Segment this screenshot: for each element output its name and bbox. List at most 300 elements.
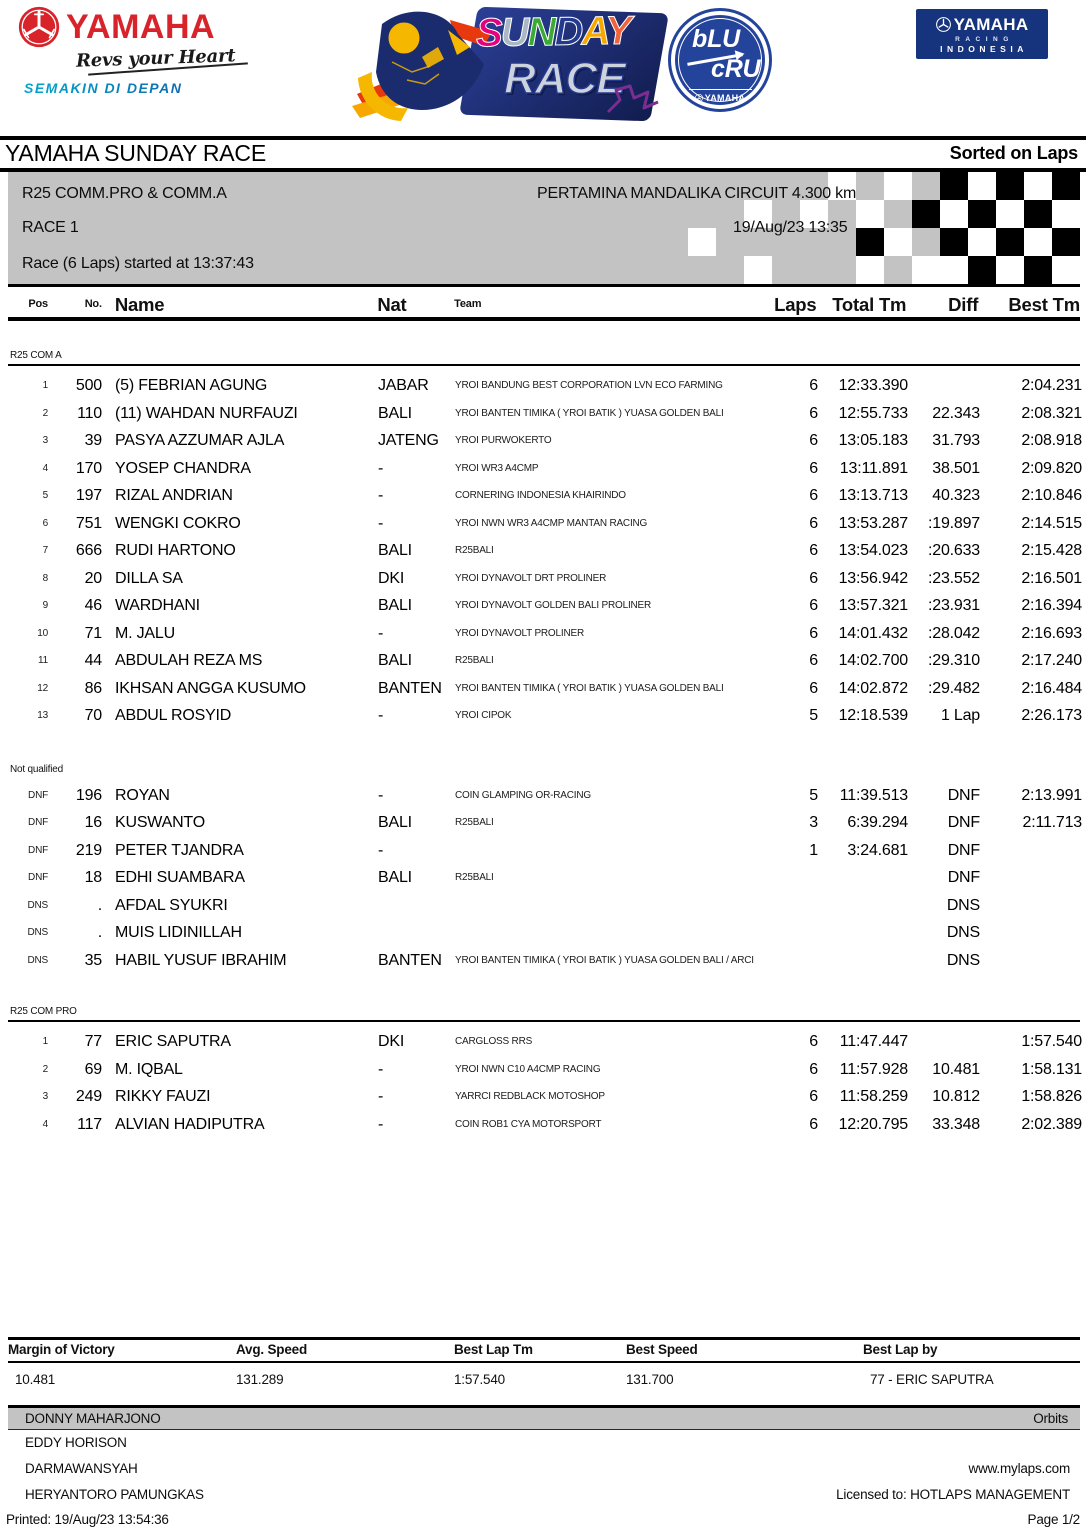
footer-row [8, 1430, 1080, 1456]
cell-laps: 6 [809, 652, 818, 669]
cell-diff: 31.793 [932, 432, 980, 449]
cell-name: WARDHANI [115, 597, 200, 614]
cell-diff: :29.310 [928, 652, 980, 669]
sunday-letter: A [580, 9, 606, 54]
cell-total [818, 864, 908, 892]
cell-pos: 2 [42, 1063, 48, 1075]
yamaha-wordmark-row [18, 6, 258, 48]
cell-no: 77 [84, 1033, 102, 1050]
printed-timestamp: Printed: 19/Aug/23 13:54:36 [6, 1512, 169, 1527]
cell-diff: 10.812 [932, 1088, 980, 1105]
cell-name: RIZAL ANDRIAN [115, 487, 233, 504]
table-row [8, 372, 1086, 400]
official-name: HERYANTORO PAMUNGKAS [25, 1487, 204, 1502]
flag-cell [1024, 228, 1052, 256]
cell-pos: DNS [27, 954, 48, 966]
cell-nat: JABAR [378, 377, 429, 394]
yri-racing-text: RACING [955, 35, 1014, 43]
cell-best: 2:15.428 [1021, 542, 1082, 559]
table-row [8, 782, 1086, 810]
cell-diff: :29.482 [928, 679, 980, 697]
cell-total: 12:20.795 [838, 1115, 908, 1133]
cell-no: 117 [77, 1115, 102, 1133]
flag-cell [772, 256, 800, 284]
flag-cell [688, 228, 716, 256]
blu-cru-badge [668, 8, 772, 112]
table-row [8, 1056, 1086, 1084]
cell-no: 196 [75, 786, 102, 804]
cell-nat: - [378, 487, 384, 504]
cell-total: 11:58.259 [839, 1088, 908, 1105]
flag-cell [688, 256, 716, 284]
footer-right-text: Licensed to: HOTLAPS MANAGEMENT [836, 1487, 1070, 1502]
semakin-di-depan-tagline: SEMAKIN DI DEPAN [24, 80, 258, 96]
header-best: Best Tm [1008, 294, 1080, 315]
cell-laps: 6 [809, 1115, 818, 1133]
cell-no: 20 [84, 569, 102, 587]
flag-cell [996, 172, 1024, 200]
cell-team: YROI DYNAVOLT PROLINER [455, 627, 584, 639]
cell-pos: 5 [42, 490, 48, 501]
cell-nat: - [378, 459, 384, 477]
blu-cru-divider [689, 89, 752, 90]
official-name: EDDY HORISON [25, 1435, 127, 1450]
cell-best [980, 947, 1082, 975]
cell-best: 1:58.131 [1021, 1060, 1082, 1078]
tuning-fork-icon-white [936, 17, 951, 32]
officials-footer [8, 1405, 1080, 1508]
cell-no: 70 [84, 707, 102, 724]
cru-text: cRU [711, 55, 761, 83]
cell-diff: :28.042 [928, 624, 980, 642]
stat-label: Best Lap by [863, 1342, 938, 1357]
cell-pos: 7 [42, 545, 48, 556]
table-row [8, 400, 1086, 428]
title-bar [5, 140, 1078, 167]
header-name: Name [114, 294, 165, 315]
flag-cell [996, 256, 1024, 284]
cell-pos: 13 [37, 710, 48, 721]
cell-name: ALVIAN HADIPUTRA [115, 1115, 265, 1133]
cell-team: COIN GLAMPING OR-RACING [455, 789, 591, 801]
table-row [8, 702, 1086, 730]
cell-nat: - [378, 514, 384, 532]
cell-best [980, 837, 1082, 865]
cell-laps: 5 [809, 707, 818, 724]
cell-team: YROI DYNAVOLT GOLDEN BALI PROLINER [455, 600, 652, 611]
printed-row [6, 1510, 1080, 1530]
cell-best: 1:57.540 [1021, 1033, 1082, 1050]
table-row [8, 1083, 1086, 1111]
cell-total [818, 919, 908, 947]
cell-laps: 6 [809, 432, 818, 449]
cell-team [448, 892, 740, 920]
flag-cell [968, 228, 996, 256]
stat-label: Best Speed [626, 1342, 698, 1357]
cell-no: 197 [75, 487, 102, 504]
stat-value: 1:57.540 [454, 1372, 505, 1387]
table-row [8, 1111, 1086, 1139]
cell-no: 170 [75, 459, 102, 477]
flag-cell [968, 172, 996, 200]
blu-cru-yamaha-text: YAMAHA [704, 93, 746, 103]
cell-total: 12:55.733 [838, 404, 908, 422]
header-diff: Diff [948, 294, 979, 315]
cell-nat: BANTEN [378, 679, 442, 697]
flag-cell [688, 200, 716, 228]
info-box-rule-bottom [8, 284, 1080, 287]
result-section [0, 1004, 1086, 1138]
cell-no: 35 [84, 951, 102, 969]
cell-laps [740, 892, 818, 920]
flag-cell [856, 256, 884, 284]
cell-diff: 1 Lap [940, 707, 980, 724]
cell-total: 13:13.713 [838, 487, 908, 504]
cell-total: 14:02.872 [838, 679, 908, 697]
flag-cell [884, 228, 912, 256]
cell-nat: DKI [378, 569, 405, 587]
yri-indonesia-text: INDONESIA [940, 43, 1028, 54]
section-label: R25 COM A [10, 350, 62, 361]
flag-cell [856, 228, 884, 256]
cell-laps: 6 [809, 1088, 818, 1105]
header-pos: Pos [28, 298, 48, 310]
event-circuit: PERTAMINA MANDALIKA CIRCUIT 4.300 km [537, 185, 857, 202]
cell-no: . [97, 896, 102, 914]
cell-total: 13:57.321 [838, 597, 908, 614]
flag-cell [940, 200, 968, 228]
cell-no: 666 [75, 542, 102, 559]
cell-diff: 22.343 [932, 404, 980, 422]
sunday-letter: N [527, 9, 555, 55]
flag-cell [940, 256, 968, 284]
yamaha-logo-left [18, 6, 258, 96]
cell-total: 11:57.928 [839, 1060, 908, 1078]
cell-laps: 6 [809, 1033, 818, 1050]
table-row [8, 510, 1086, 538]
cell-no: 500 [75, 377, 102, 394]
flag-cell [856, 172, 884, 200]
event-class: R25 COMM.PRO & COMM.A [22, 185, 227, 202]
tuning-fork-icon-small [695, 94, 703, 102]
footer-gray-bar [8, 1408, 1080, 1430]
cell-team: YARRCI REDBLACK MOTOSHOP [455, 1091, 605, 1102]
cell-pos: 6 [42, 517, 48, 529]
cell-total: 12:18.539 [838, 707, 908, 724]
cell-laps: 6 [809, 624, 818, 642]
cell-team: YROI BANTEN TIMIKA ( YROI BATIK ) YUASA GOLDEN BALI / ARCI [455, 954, 754, 966]
cell-best: 2:08.918 [1021, 432, 1082, 449]
table-row [8, 482, 1086, 510]
sunday-word [476, 9, 631, 57]
cell-diff: DNF [947, 869, 980, 886]
cell-laps: 6 [809, 514, 818, 532]
result-section [0, 762, 1086, 975]
blu-text: bLU [692, 25, 740, 53]
cell-diff: 10.481 [932, 1060, 980, 1078]
cell-best [980, 892, 1082, 920]
cell-nat: - [378, 786, 384, 804]
cell-name: ERIC SAPUTRA [115, 1033, 231, 1050]
cell-no: 69 [84, 1060, 102, 1078]
cell-diff: :19.897 [928, 514, 980, 532]
cell-name: IKHSAN ANGGA KUSUMO [115, 679, 306, 697]
table-row [8, 455, 1086, 483]
cell-best: 2:16.484 [1021, 679, 1082, 697]
cell-pos: 2 [42, 407, 48, 419]
cell-pos: 4 [42, 462, 48, 474]
event-datetime: 19/Aug/23 13:35 [733, 219, 848, 236]
flag-cell [940, 172, 968, 200]
cell-best: 1:58.826 [1021, 1088, 1082, 1105]
cell-laps: 6 [809, 679, 818, 697]
cell-diff: DNF [947, 814, 980, 831]
cell-diff [908, 372, 980, 400]
cell-best: 2:16.394 [1021, 597, 1082, 614]
yamaha-tuning-fork-icon [18, 6, 60, 48]
blu-cru-disc [675, 15, 765, 105]
cell-name: ABDULAH REZA MS [115, 652, 263, 669]
cell-name: M. JALU [115, 624, 175, 642]
flag-cell [996, 228, 1024, 256]
cell-name: RIKKY FAUZI [115, 1088, 211, 1105]
cell-team: YROI BANTEN TIMIKA ( YROI BATIK ) YUASA GOLDEN BALI [455, 407, 724, 419]
cell-laps: 5 [809, 786, 818, 804]
cell-best [980, 919, 1082, 947]
cell-name: (11) WAHDAN NURFAUZI [115, 404, 298, 422]
stat-value: 131.700 [626, 1372, 674, 1387]
cell-best: 2:26.173 [1021, 707, 1082, 724]
sorted-on-label: Sorted on Laps [949, 143, 1078, 163]
event-start-info: Race (6 Laps) started at 13:37:43 [22, 255, 254, 272]
cell-no: 219 [75, 841, 102, 859]
flag-cell [912, 228, 940, 256]
cell-no: 751 [75, 514, 102, 532]
cell-best: 2:02.389 [1021, 1115, 1082, 1133]
flag-cell [1052, 256, 1080, 284]
footer-row [8, 1456, 1080, 1482]
cell-nat: BALI [378, 869, 412, 886]
cell-laps [740, 947, 818, 975]
cell-diff: 40.323 [932, 487, 980, 504]
cell-pos: 1 [42, 380, 48, 391]
footer-row [8, 1482, 1080, 1508]
cell-team: R25BALI [455, 817, 494, 828]
cell-laps: 6 [809, 459, 818, 477]
cell-team: R25BALI [455, 872, 494, 883]
cell-team [448, 919, 740, 947]
cell-pos: DNF [28, 844, 48, 856]
cell-name: EDHI SUAMBARA [115, 869, 245, 886]
sunday-race-logo [352, 2, 666, 128]
cell-pos: DNF [28, 789, 48, 801]
cell-team: COIN ROB1 CYA MOTORSPORT [455, 1118, 602, 1130]
cell-no: 46 [84, 597, 102, 614]
flag-cell [940, 228, 968, 256]
cell-laps: 6 [809, 597, 818, 614]
stat-label: Margin of Victory [8, 1342, 115, 1357]
header-laps: Laps [774, 294, 817, 315]
footer-rows [8, 1430, 1080, 1508]
cell-nat: BALI [378, 814, 412, 831]
header-total: Total Tm [832, 294, 907, 315]
cell-diff: DNF [947, 841, 980, 859]
cell-name: M. IQBAL [115, 1060, 183, 1078]
cell-nat: - [378, 841, 384, 859]
cell-total: 14:02.700 [838, 652, 908, 669]
cell-nat: JATENG [378, 432, 439, 449]
flag-cell [1052, 172, 1080, 200]
stat-value: 10.481 [15, 1372, 56, 1387]
cell-team [448, 837, 740, 865]
table-row [8, 592, 1086, 620]
track-map-squiggle-icon [604, 72, 664, 120]
header-team: Team [454, 298, 482, 310]
cell-nat: - [378, 624, 384, 642]
table-row [8, 620, 1086, 648]
cell-total: 12:33.390 [838, 377, 908, 394]
cell-best: 2:08.321 [1021, 404, 1082, 422]
result-section [0, 348, 1086, 730]
page-title: YAMAHA SUNDAY RACE [5, 140, 266, 166]
flag-cell [1024, 172, 1052, 200]
section-rows [0, 366, 1086, 730]
cell-best: 2:09.820 [1021, 459, 1082, 477]
yri-brand-row [936, 15, 1029, 35]
cell-name: ABDUL ROSYID [115, 707, 232, 724]
cell-laps: 6 [809, 542, 818, 559]
cell-team: R25BALI [455, 655, 494, 666]
flag-cell [968, 200, 996, 228]
cell-name: (5) FEBRIAN AGUNG [115, 377, 268, 394]
cell-team: CARGLOSS RRS [455, 1036, 533, 1047]
revs-your-heart-script: Revs your Heart [75, 45, 236, 72]
cell-nat: - [378, 1060, 384, 1078]
cell-name: HABIL YUSUF IBRAHIM [115, 951, 287, 969]
orbits-label: Orbits [1033, 1411, 1068, 1426]
cell-nat: BALI [378, 652, 412, 669]
cell-nat: - [378, 1088, 384, 1105]
table-header-row [8, 292, 1080, 321]
cell-best [980, 864, 1082, 892]
cell-team: YROI BANDUNG BEST CORPORATION LVN ECO FARMING [455, 380, 723, 391]
cell-diff: DNS [946, 951, 980, 969]
footer-right-text: www.mylaps.com [968, 1461, 1070, 1476]
cell-diff: DNS [946, 896, 980, 914]
cell-no: 249 [75, 1088, 102, 1105]
cell-no: 44 [84, 652, 102, 669]
section-rows [0, 778, 1086, 975]
cell-total [818, 947, 908, 975]
header-no: No. [84, 298, 102, 310]
sunday-letter: S [475, 10, 502, 56]
race-word: RACE [504, 54, 625, 103]
flag-cell [884, 200, 912, 228]
cell-nat: DKI [378, 1033, 405, 1050]
cell-total: 13:11.891 [839, 459, 908, 477]
cell-diff: DNF [947, 786, 980, 804]
cell-laps: 6 [809, 1060, 818, 1078]
cell-laps: 1 [809, 841, 818, 859]
cell-best: 2:04.231 [1021, 377, 1082, 394]
cell-total: 13:54.023 [838, 542, 908, 559]
sunday-letter: Y [604, 8, 631, 54]
cell-nat: BALI [378, 597, 412, 614]
table-row [8, 809, 1086, 837]
cell-total: 11:47.447 [839, 1033, 908, 1050]
stat-label: Avg. Speed [236, 1342, 308, 1357]
cell-team: YROI PURWOKERTO [455, 435, 552, 446]
cell-diff: 38.501 [932, 459, 980, 477]
cell-total: 3:24.681 [847, 841, 908, 859]
blu-cru-yamaha-mark [675, 93, 765, 103]
cell-total: 13:56.942 [838, 569, 908, 587]
flag-cell [912, 200, 940, 228]
stat-label: Best Lap Tm [454, 1342, 533, 1357]
flag-cell [1052, 228, 1080, 256]
table-row [8, 892, 1086, 920]
official-name: DARMAWANSYAH [25, 1461, 138, 1476]
cell-laps: 6 [809, 377, 818, 394]
cell-pos: DNF [28, 817, 48, 828]
official-name: DONNY MAHARJONO [25, 1411, 161, 1426]
cell-total: 6:39.294 [847, 814, 908, 831]
flag-cell [716, 256, 744, 284]
flag-cell [856, 200, 884, 228]
header-nat: Nat [377, 294, 407, 315]
cell-no: 110 [77, 404, 102, 422]
cell-best: 2:16.501 [1021, 569, 1082, 587]
cell-no: 86 [84, 679, 102, 697]
cell-diff [908, 1028, 980, 1056]
table-row [8, 919, 1086, 947]
sunday-letter: D [554, 9, 582, 54]
cell-team: YROI BANTEN TIMIKA ( YROI BATIK ) YUASA GOLDEN BALI [455, 682, 724, 694]
flag-cell [912, 172, 940, 200]
cell-name: RUDI HARTONO [115, 542, 236, 559]
cell-team: YROI DYNAVOLT DRT PROLINER [455, 572, 607, 584]
stats-header-row [8, 1340, 1080, 1361]
table-row [8, 837, 1086, 865]
flag-cell [884, 172, 912, 200]
cell-total: 14:01.432 [838, 624, 908, 642]
stat-value: 77 - ERIC SAPUTRA [870, 1372, 994, 1387]
cell-team: YROI CIPOK [455, 710, 512, 721]
cell-no: 71 [84, 624, 102, 642]
stat-value: 131.289 [236, 1372, 284, 1387]
cell-name: ROYAN [115, 786, 170, 804]
cell-pos: 1 [42, 1036, 48, 1047]
cell-name: MUIS LIDINILLAH [115, 924, 242, 941]
cell-nat [378, 919, 448, 947]
cell-best: 2:13.991 [1021, 786, 1082, 804]
yamaha-racing-indonesia-logo [916, 9, 1048, 59]
cell-name: YOSEP CHANDRA [115, 459, 251, 477]
flag-cell [1052, 200, 1080, 228]
sunday-letter: U [500, 10, 528, 55]
cell-pos: 3 [42, 1091, 48, 1102]
flag-cell [1024, 200, 1052, 228]
cell-pos: 4 [42, 1118, 48, 1130]
event-race: RACE 1 [22, 219, 79, 236]
cell-best: 2:14.515 [1021, 514, 1082, 532]
table-row [8, 947, 1086, 975]
cell-diff: :23.552 [928, 569, 980, 587]
cell-total [818, 892, 908, 920]
cell-total: 11:39.513 [839, 786, 908, 804]
cell-laps: 3 [809, 814, 818, 831]
table-row [8, 864, 1086, 892]
